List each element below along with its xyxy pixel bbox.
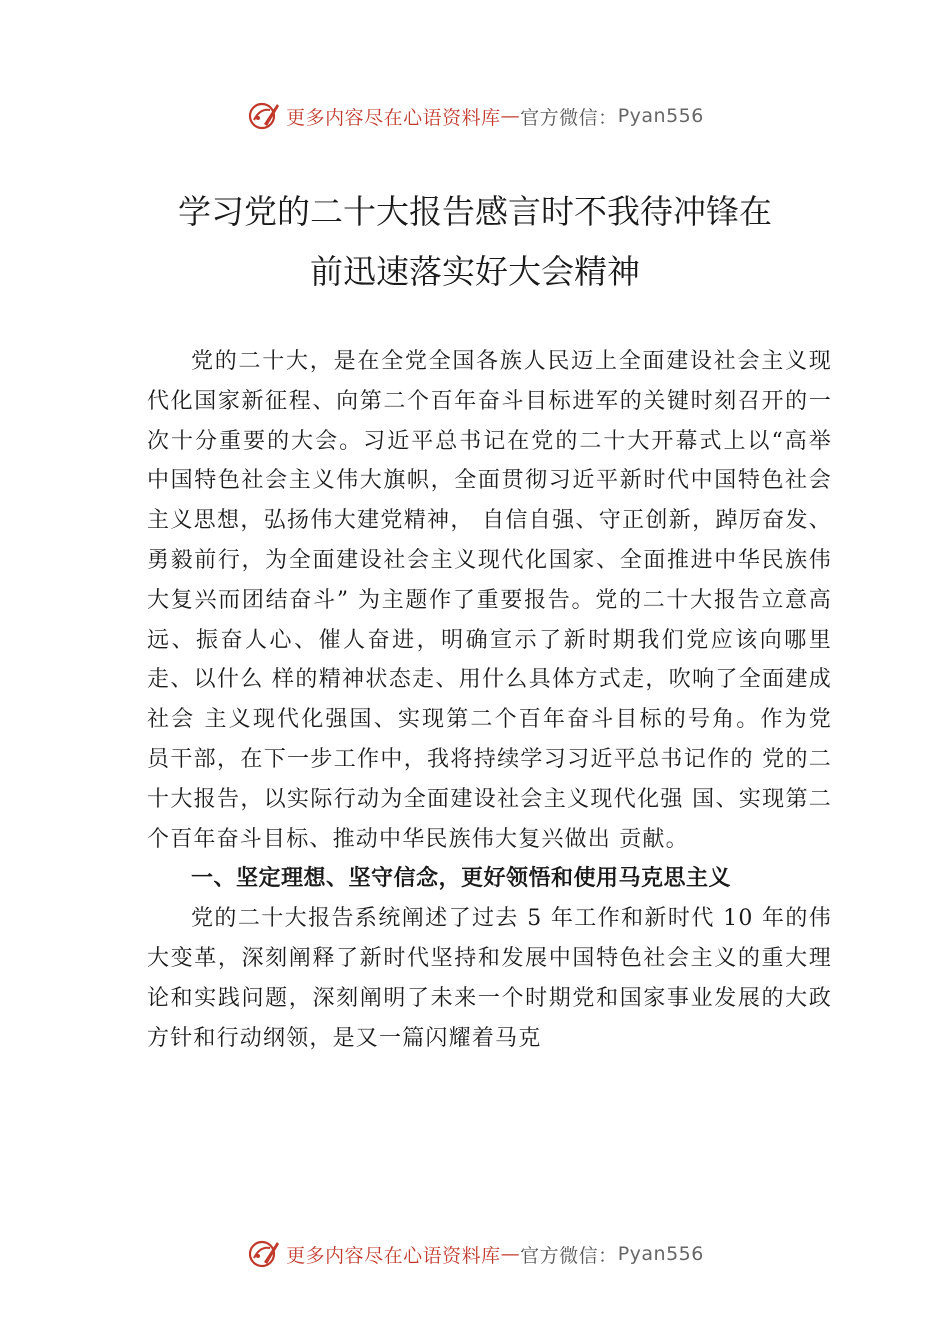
- title-line-2: 前迅速落实好大会精神: [310, 252, 640, 291]
- section-heading-1: 一、坚定理想、坚守信念，更好领悟和使用马克思主义: [191, 866, 732, 892]
- footer-watermark: [0, 1234, 950, 1274]
- body-paragraph-1: 党的二十大，是在全党全国各族人民迈上全面建设社会主义现代化国家新征程、向第二个百年奋斗目标进军的关键时刻召开的一次十分重要的大会。习近平总书记在党的二十大开幕式上以“高举中国特色社会主义伟大旗帜，全面贯彻习近平新时代中国特色社会主义思想，弘扬伟大建党精神， 自信自强、守正创新，踔厉奋发、勇毅前行，为全面建设社会主义现代化国家、全面推进中华民族伟大复兴而团结奋斗” 为主题作了重要报告。党的二十大报告立意高远、振奋人心、催人奋进，明确宣示了新时期我们党应该向哪里走、以什么 样的精神状态走、用什么具体方式走，吹响了全面建成社会 主义现代化强国、实现第二个百年奋斗目标的号角。作为党 员干部，在下一步工作中，我将持续学习习近平总书记作的 党的二十大报告，以实际行动为全面建设社会主义现代化强 国、实现第二个百年奋斗目标、推动中华民族伟大复兴做出 贡献。: [147, 349, 832, 852]
- title-line-1: 学习党的二十大报告感言时不我待冲锋在: [178, 192, 772, 231]
- watermark-dash: —: [500, 1243, 521, 1265]
- watermark-text: 更多内容尽在心语资料库: [286, 1244, 501, 1267]
- watermark-wechat-label: 官方微信：: [520, 106, 618, 129]
- watermark-text: 更多内容尽在心语资料库: [286, 106, 501, 129]
- body-paragraph-2: 党的二十大报告系统阐述了过去 5 年工作和新时代 10 年的伟大变革，深刻阐释了新时代坚持和发展中国特色社会主义的重大理论和实践问题，深刻阐明了未来一个时期党和国家事业发展的大政方针和行动纲领，是又一篇闪耀着马克: [147, 906, 832, 1051]
- header-watermark: [0, 96, 950, 136]
- watermark-dash: —: [500, 105, 521, 127]
- document-title: [0, 182, 950, 302]
- watermark-wechat-label: 官方微信：: [520, 1244, 618, 1267]
- pen-logo-icon: [246, 1236, 282, 1272]
- watermark-wechat-id: Pyan556: [617, 105, 704, 127]
- watermark-wechat-id: Pyan556: [617, 1243, 704, 1265]
- document-body: [147, 342, 832, 1058]
- pen-logo-icon: [246, 98, 282, 134]
